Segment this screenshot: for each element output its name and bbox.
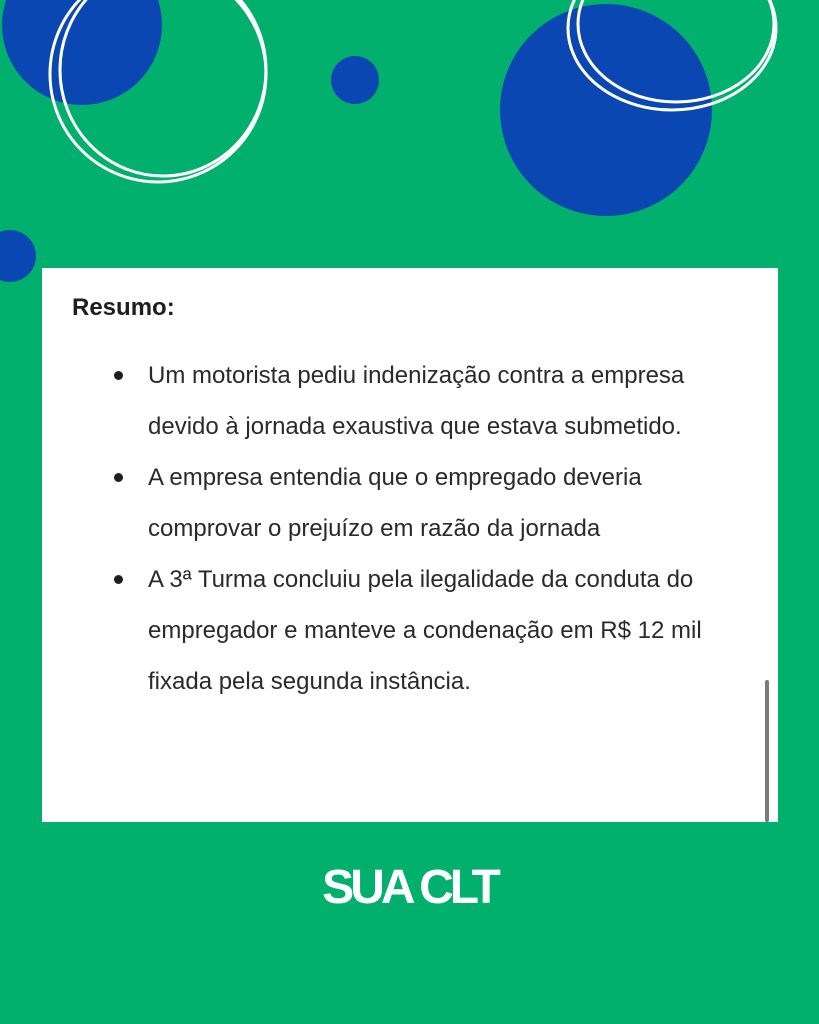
blue-dot-left-edge: [0, 230, 36, 282]
bullet-dot: [114, 473, 123, 482]
white-ring-top-left-inner: [60, 0, 266, 176]
white-ring-top-right-inner: [578, 0, 774, 102]
blue-blob-top-right: [500, 4, 712, 216]
bullet-text: Um motorista pediu indenização contra a empresa devido à jornada exaustiva que estava submetido.: [148, 362, 685, 440]
blue-dot-small: [331, 56, 379, 104]
white-ring-top-left-outer: [50, 0, 266, 182]
white-ring-top-right-outer: [568, 0, 776, 110]
bullet-item: [148, 554, 758, 707]
blue-blob-top-left: [2, 0, 162, 105]
brand-logo: SUA CLT: [322, 861, 497, 914]
bullet-dot: [114, 371, 123, 380]
bullet-item: [148, 452, 758, 554]
bullet-dot: [114, 575, 123, 584]
summary-bullet-list: [148, 350, 758, 707]
bullet-item: [148, 350, 758, 452]
bullet-text: A empresa entendia que o empregado deveria comprovar o prejuízo em razão da jornada: [148, 464, 642, 542]
summary-card: [42, 268, 778, 822]
scrollbar[interactable]: [765, 680, 769, 822]
bullet-text: A 3ª Turma concluiu pela ilegalidade da conduta do empregador e manteve a condenação em R$ 12 mil fixada pela segunda instância.: [148, 566, 702, 695]
card-title: Resumo:: [72, 294, 175, 321]
